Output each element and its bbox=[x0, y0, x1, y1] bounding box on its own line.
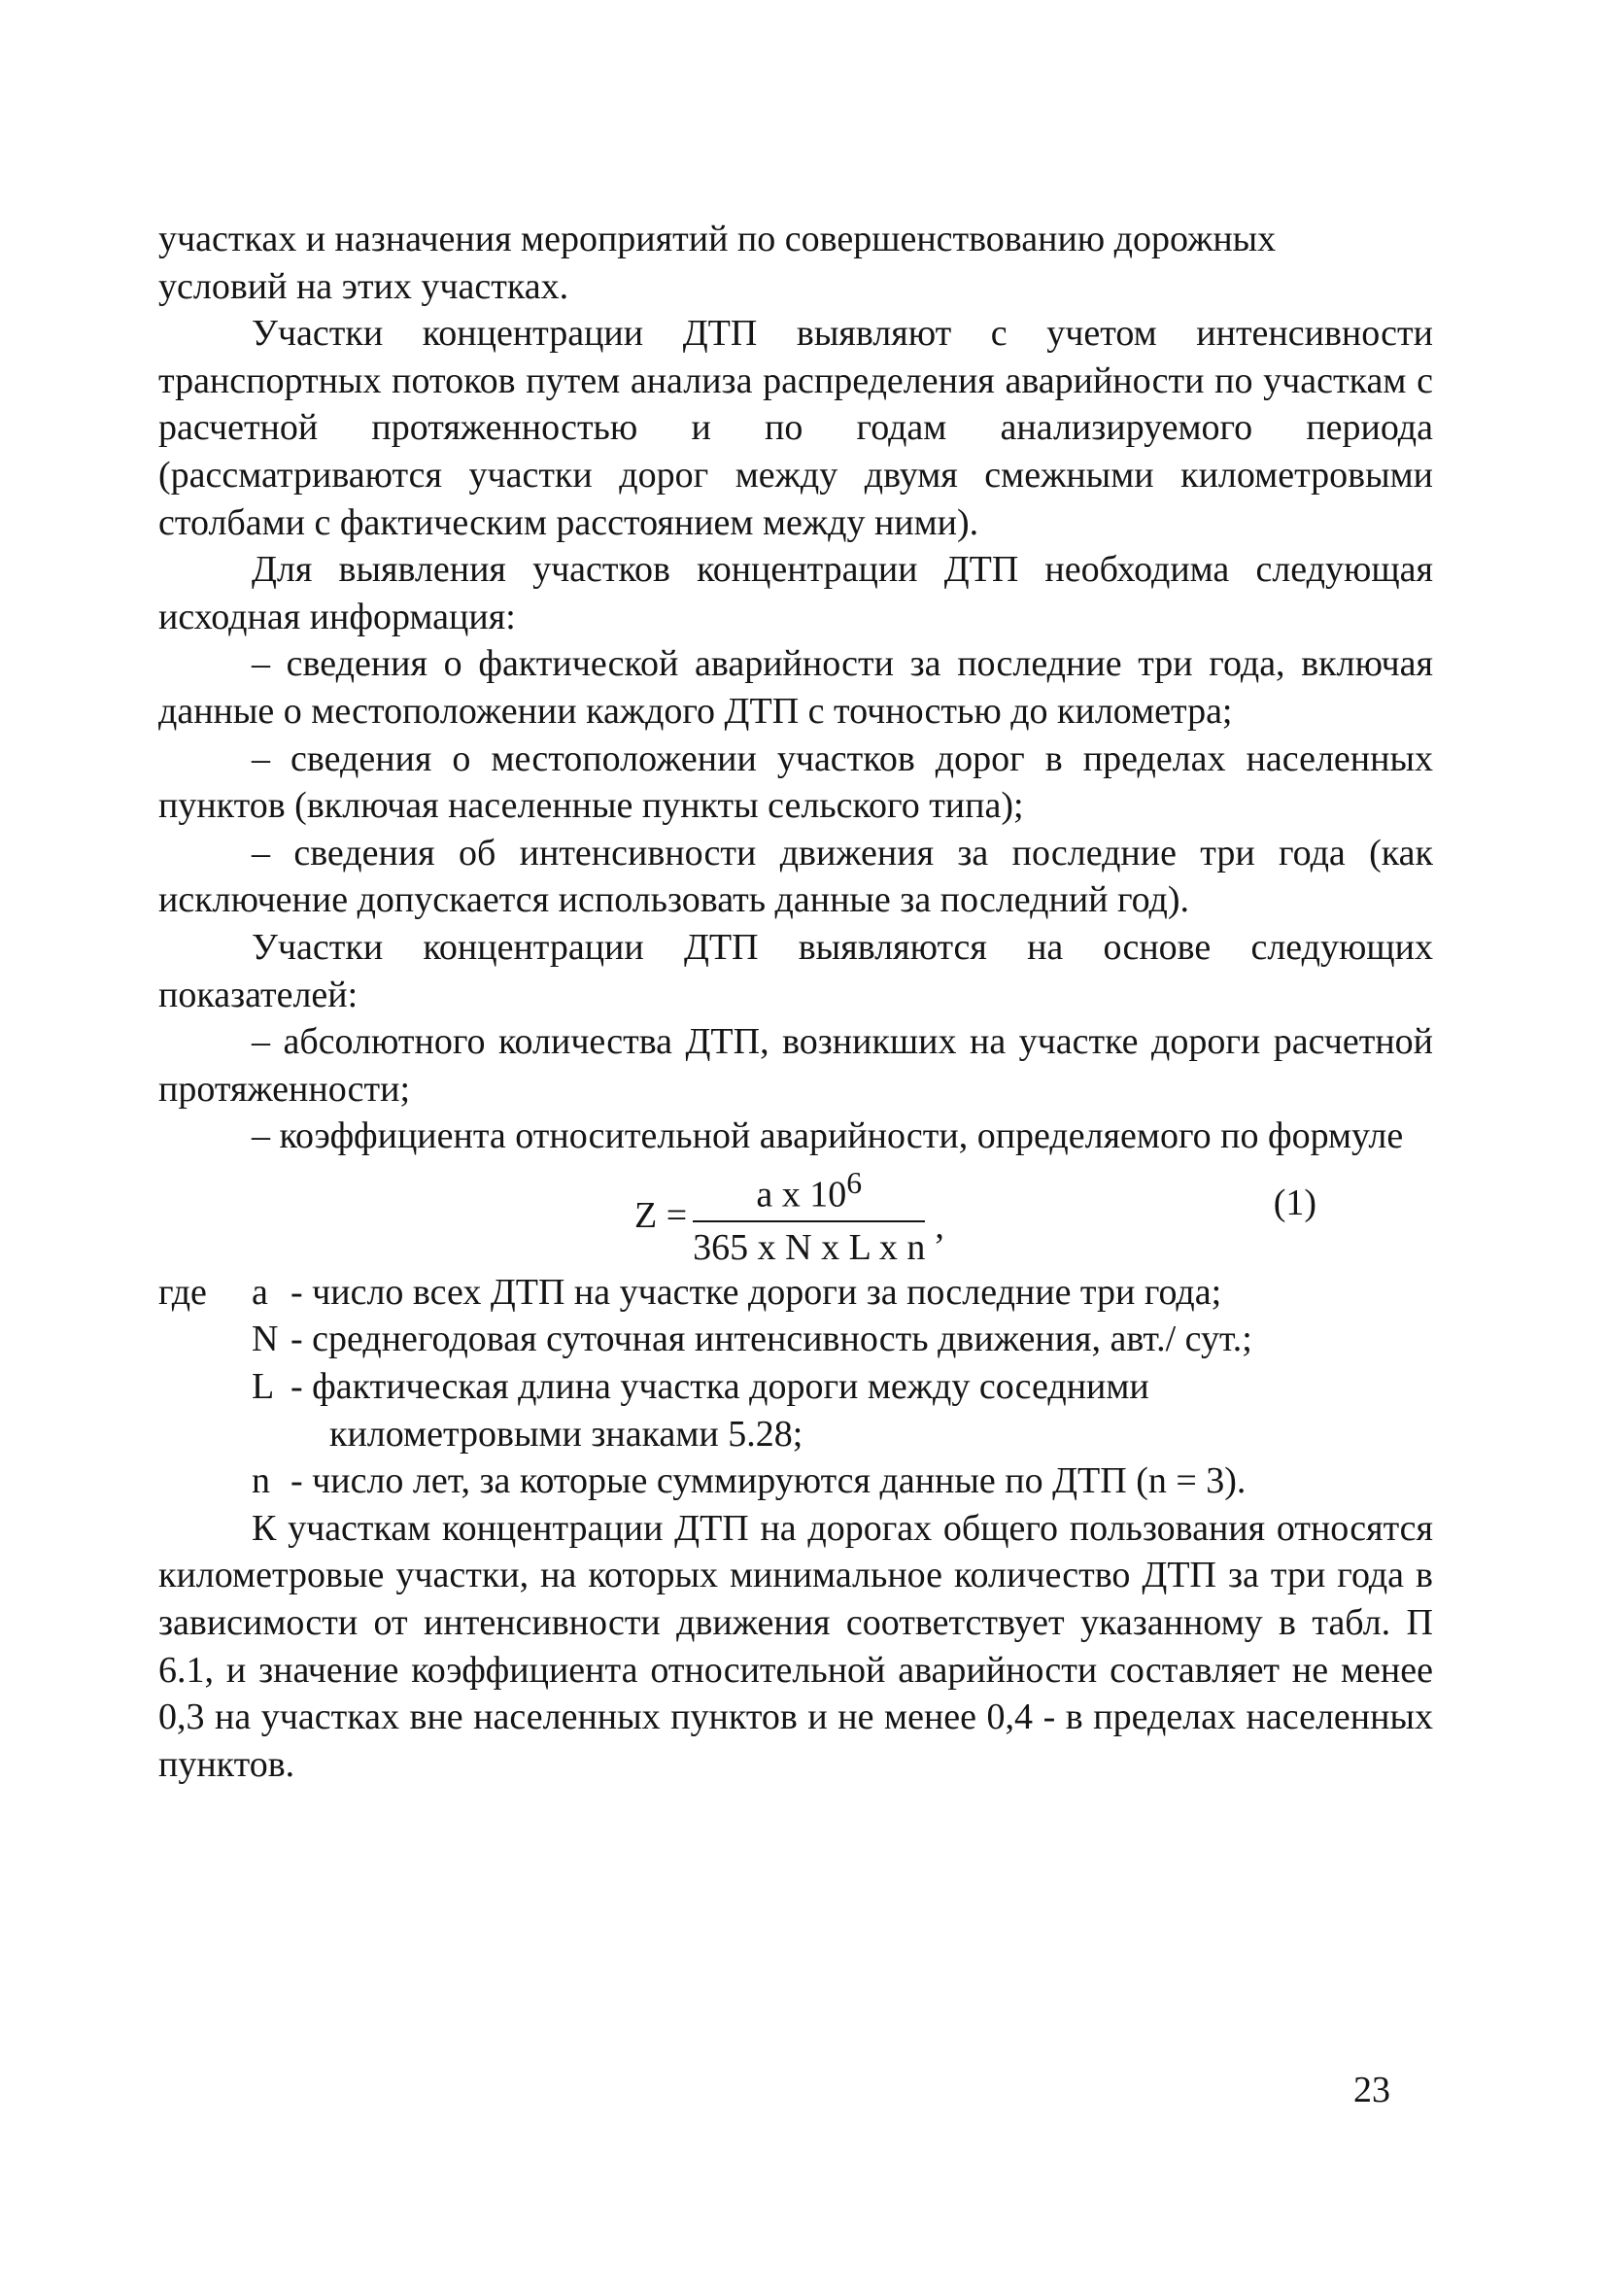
bullet-relative-coefficient: – коэффициента относительной аварийности, определяемого по формуле bbox=[252, 1115, 1404, 1157]
paragraph-hotspots-intro: Участки концентрации ДТП выявляют с учетом интенсивности транспортных потоков путем анализа распределения аварийности по участкам с расчетной протяженностью и по годам анализируемого периода (рассматриваются участки дорог между двумя смежными километровыми столбами с фактическим расстоянием между ними). bbox=[158, 313, 1433, 543]
paragraph-criteria: К участкам концентрации ДТП на дорогах общего пользования относятся километровые участки, на которых минимальное количество ДТП за три года в зависимости от интенсивности движения соответствует указанному в табл. П 6.1, и значение коэффициента относительной аварийности составляет не менее 0,3 на участках вне населенных пунктов и не менее 0,4 - в пределах населенных пунктов. bbox=[158, 1507, 1433, 1785]
bullet-settlement-data: – сведения о местоположении участков дорог в пределах населенных пунктов (включая населенные пункты сельского типа); bbox=[158, 737, 1433, 827]
variable-a-desc: - число всех ДТП на участке дороги за последние три года; bbox=[290, 1271, 1222, 1313]
variable-a: a bbox=[252, 1271, 268, 1313]
variable-l-desc: - фактическая длина участка дороги между соседними bbox=[290, 1366, 1149, 1408]
formula-numerator: a x $10^6$ bbox=[756, 1165, 863, 1216]
variable-n-upper-desc: - среднегодовая суточная интенсивность движения, авт./ сут.; bbox=[290, 1319, 1252, 1360]
variable-l: L bbox=[252, 1366, 275, 1408]
page-body bbox=[158, 216, 1433, 1788]
page-number: 23 bbox=[1353, 2070, 1390, 2110]
bullet-accident-data: – сведения о фактической аварийности за последние три года, включая данные о местоположении каждого ДТП с точностью до километра; bbox=[158, 643, 1433, 732]
where-row bbox=[158, 1411, 1433, 1458]
where-row bbox=[158, 1316, 1433, 1363]
where-label: где bbox=[158, 1271, 207, 1313]
variable-l-desc-cont: километровыми знаками 5.28; bbox=[329, 1413, 803, 1455]
paragraph-continuation: участках и назначения мероприятий по совершенствованию дорожных условий на этих участках. bbox=[158, 219, 1277, 307]
equation-number: (1) bbox=[1273, 1182, 1316, 1223]
variable-n-desc: - число лет, за которые суммируются данные по ДТП (n = 3). bbox=[290, 1460, 1247, 1502]
bullet-absolute-count: – абсолютного количества ДТП, возникших на участке дороги расчетной протяженности; bbox=[158, 1021, 1433, 1110]
formula bbox=[634, 1160, 944, 1272]
formula-denominator: 365 x N x L x n bbox=[693, 1220, 925, 1272]
formula-lhs: Z = bbox=[634, 1195, 688, 1236]
variable-n: n bbox=[252, 1460, 270, 1502]
variable-n-upper: N bbox=[252, 1319, 279, 1360]
where-row bbox=[158, 1457, 1433, 1505]
where-row bbox=[158, 1363, 1433, 1411]
paragraph-required-info: Для выявления участков концентрации ДТП необходима следующая исходная информация: bbox=[158, 549, 1433, 637]
where-row bbox=[158, 1269, 1433, 1317]
paragraph-indicators: Участки концентрации ДТП выявляются на основе следующих показателей: bbox=[158, 926, 1433, 1015]
formula-comma: , bbox=[935, 1206, 944, 1247]
formula-block bbox=[158, 1160, 1433, 1269]
bullet-traffic-data: – сведения об интенсивности движения за последние три года (как исключение допускается использовать данные за последний год). bbox=[158, 832, 1433, 921]
formula-fraction bbox=[693, 1160, 925, 1272]
where-block bbox=[158, 1269, 1433, 1505]
formula-exponent: 6 bbox=[846, 1165, 863, 1200]
